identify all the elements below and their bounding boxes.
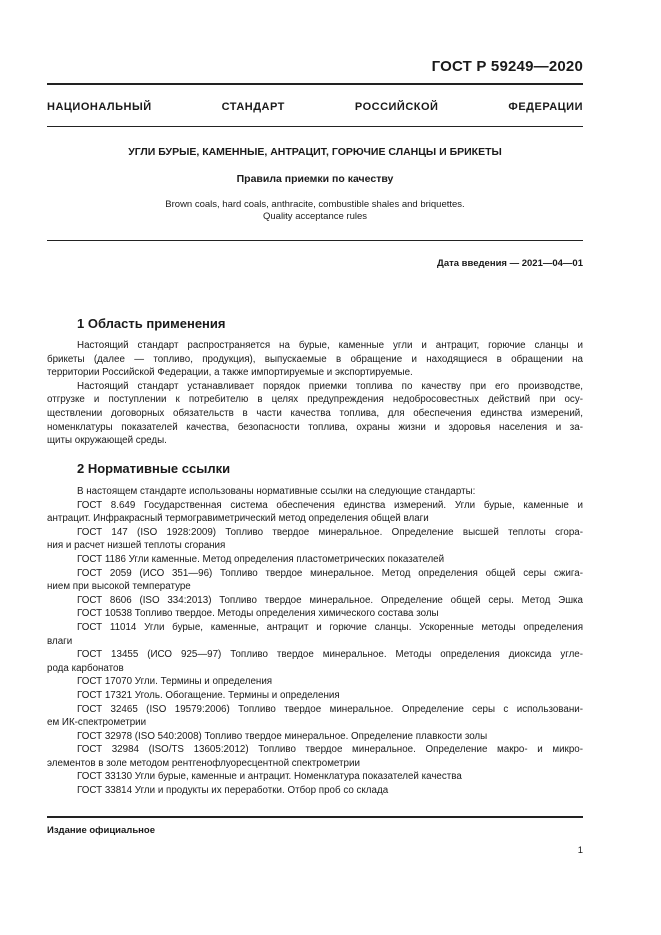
reference-line: ГОСТ 147 (ISO 1928:2009) Топливо твердое минеральное. Определение высшей теплоты сгора- — [77, 526, 583, 538]
national-standard-banner: НАЦИОНАЛЬНЫЙ СТАНДАРТ РОССИЙСКОЙ ФЕДЕРАЦИИ — [47, 101, 583, 113]
reference-line: ем ИК-спектрометрии — [47, 717, 147, 729]
text-line: брикеты (далее — топливо, продукция), выпускаемые в обращение и находящиеся в обращении на — [47, 353, 583, 365]
page-number: 1 — [577, 845, 583, 856]
reference-line: ния и расчет низшей теплоты сгорания — [47, 540, 226, 552]
reference-line: ГОСТ 32978 (ISO 540:2008) Топливо твердое минеральное. Определение плавкости золы — [77, 730, 488, 742]
reference-line: рода карбонатов — [47, 662, 124, 674]
official-edition-label: Издание официальное — [47, 825, 155, 836]
header-rule — [47, 83, 583, 85]
text-line: ществлении договорных обязательств в части качества топлива, для обеспечения единства измерений, — [47, 407, 583, 419]
reference-line: ГОСТ 2059 (ИСО 351—96) Топливо твердое минеральное. Метод определения общей серы сжига- — [77, 567, 583, 579]
reference-line: ГОСТ 13455 (ИСО 925—97) Топливо твердое минеральное. Методы определения диоксида угле- — [77, 649, 583, 661]
reference-line: влаги — [47, 635, 73, 647]
document-subtitle: Правила приемки по качеству — [236, 173, 394, 185]
title-rule — [47, 240, 583, 241]
reference-line: ГОСТ 33130 Угли бурые, каменные и антрацит. Номенклатура показателей качества — [77, 771, 462, 783]
english-title — [47, 199, 583, 223]
text-line: Настоящий стандарт распространяется на бурые, каменные угли и антрацит, горючие сланцы и — [77, 340, 583, 351]
reference-line: ГОСТ 10538 Топливо твердое. Методы определения химического состава золы — [77, 608, 439, 620]
reference-line: ГОСТ 32465 (ISO 19579:2006) Топливо твердое минеральное. Определение серы с использовани- — [77, 703, 583, 715]
document-number: ГОСТ Р 59249—2020 — [431, 58, 583, 75]
section-1-heading: 1 Область применения — [77, 316, 226, 331]
text-line: территории Российской Федерации, а также импортируемые и экспортируемые. — [47, 367, 413, 379]
document-title: УГЛИ БУРЫЕ, КАМЕННЫЕ, АНТРАЦИТ, ГОРЮЧИЕ СЛАНЦЫ И БРИКЕТЫ — [128, 146, 502, 158]
text-line: отгрузке и поступлении к потребителю в целях предупреждения недобросовестных действий при осу- — [47, 394, 583, 406]
reference-line: ГОСТ 8.649 Государственная система обеспечения единства измерений. Угли бурые, каменные и — [77, 499, 583, 511]
banner-rule — [47, 126, 583, 127]
reference-line: нием при высокой температуре — [47, 581, 191, 593]
reference-line: ГОСТ 32984 (ISO/TS 13605:2012) Топливо твердое минеральное. Определение макро- и микро- — [77, 744, 583, 756]
reference-line: ГОСТ 11014 Угли бурые, каменные, антрацит и горючие сланцы. Ускоренные методы определения — [77, 621, 583, 633]
introduction-date: Дата введения — 2021—04—01 — [437, 258, 583, 269]
reference-line: антрацит. Инфракрасный термогравиметрический метод определения общей влаги — [47, 513, 429, 525]
section-2-body — [47, 485, 583, 798]
footer-rule — [47, 816, 583, 818]
text-line: Настоящий стандарт устанавливает порядок приемки топлива по качеству при его производстве, — [77, 380, 583, 392]
text-line: номенклатуры показателей качества, безопасности топлива, охраны жизни и здоровья населения и за- — [47, 421, 583, 433]
reference-line: ГОСТ 8606 (ISO 334:2013) Топливо твердое минеральное. Определение общей серы. Метод Эшка — [77, 594, 583, 606]
reference-line: ГОСТ 1186 Угли каменные. Метод определения пластометрических показателей — [77, 553, 445, 565]
text-line: щиты окружающей среды. — [47, 435, 167, 447]
reference-line: ГОСТ 17321 Уголь. Обогащение. Термины и определения — [77, 689, 340, 701]
reference-line: элементов в золе методом рентгенофлуоресцентной спектрометрии — [47, 757, 360, 769]
reference-line: ГОСТ 33814 Угли и продукты их переработки. Отбор проб со склада — [77, 785, 389, 797]
section-2-heading: 2 Нормативные ссылки — [77, 461, 231, 476]
text-line: В настоящем стандарте использованы нормативные ссылки на следующие стандарты: — [77, 486, 476, 497]
section-1-body — [47, 339, 583, 448]
reference-line: ГОСТ 17070 Угли. Термины и определения — [77, 676, 273, 688]
english-title-line-2: Quality acceptance rules — [262, 211, 368, 222]
english-title-line-1: Brown coals, hard coals, anthracite, combustible shales and briquettes. — [165, 199, 465, 210]
